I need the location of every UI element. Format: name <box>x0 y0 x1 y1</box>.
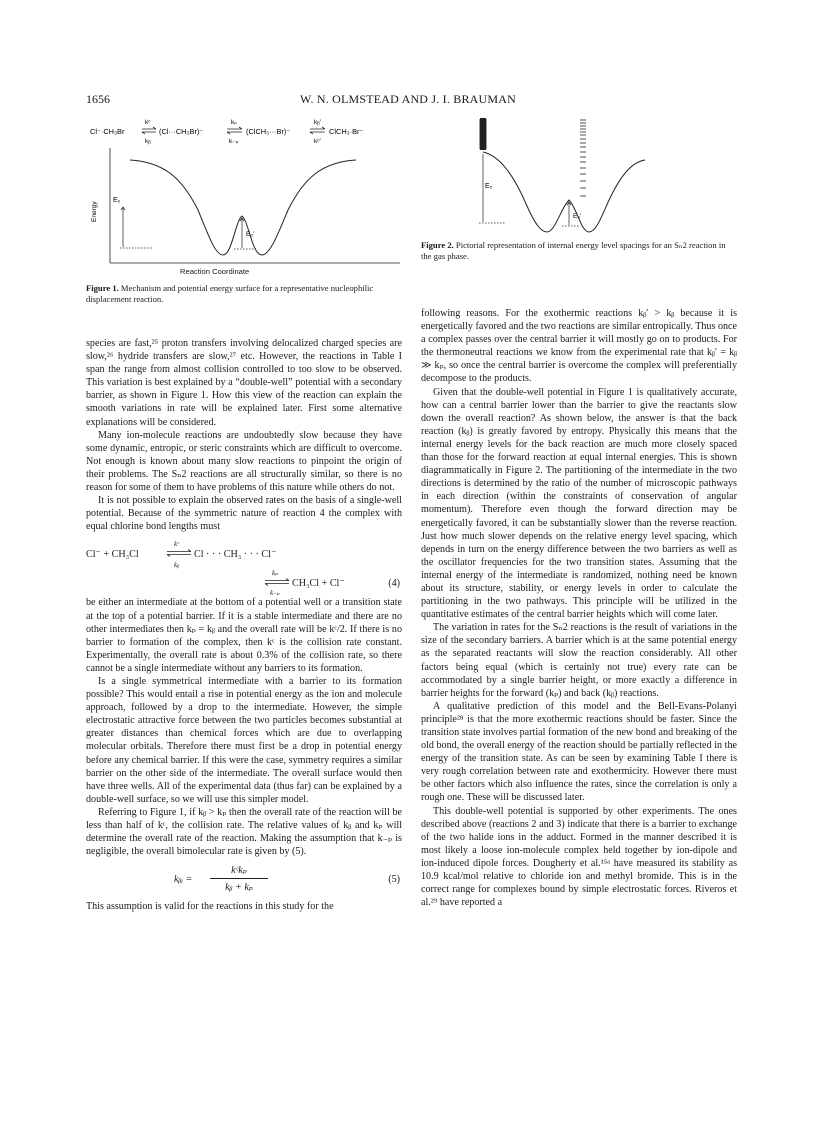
right-paragraph-3: The variation in rates for the Sₙ2 reactions is the result of variations in the size of the secondary barriers. A barrier which is at the same potential energy as the separated reactants will slow the reaction considerably. All other factors being equal (which is certainly not true) every rate can be accommodated by a single barrier height, or more exactly a difference in barrier heights for the forward (kₚ) and back (kᵦ) reactions. <box>421 622 737 699</box>
rate-label-kc: kᶜ <box>145 119 151 126</box>
figure-2-caption <box>421 240 737 261</box>
figure-1-caption-title: Figure 1. <box>86 283 119 293</box>
left-paragraph-5: Is a single symmetrical intermediate with a barrier to its formation possible? This would entail a rise in potential energy as the ion and molecule approach, followed by a drop to the intermediate. However, the simple electrostatic attractive force between the two particles becomes substantial at greater distances than chemical forces which are due to overlapping molecular orbitals. Therefore there must first be a drop in potential energy before any chemical barrier. If this were the case, symmetry requires a similar barrier on the other side of the intermediate. The overall surface would then have three wells. All of the experimental data (thus far) can be explained by a double-well surface, so we will use this simpler model. <box>86 675 402 805</box>
figure-1-x-axis-label: Reaction Coordinate <box>180 267 250 276</box>
left-paragraph-1: species are fast,²⁵ proton transfers involving delocalized charged species are slow,²⁶ hydride transfers are slow,²⁷ etc. However, the reactions in Table I span the range from almost collision controlled to too slow to be observed. This variation is best explained by a “double-well” potential with a secondary barrier, as shown in Figure 1. How this view of the reaction can explain the smooth variations in rate will be explained later. First some alternative explanations will be considered. <box>86 338 402 428</box>
eq4-equilibrium-arrow-1 <box>166 549 192 557</box>
eq5-numerator: kᶜkₚ <box>231 865 247 877</box>
eq4-products: CH₃Cl + Cl⁻ <box>292 578 345 590</box>
eq4-k-top-2: kₚ <box>272 569 278 578</box>
figure-2-e0-prime-label: E₀′ <box>573 213 582 220</box>
scheme-species-2: (Cl···CH₃Br)⁻ <box>159 127 204 136</box>
eq5-fraction-bar <box>210 878 268 879</box>
eq4-equilibrium-arrow-2 <box>264 578 290 586</box>
figure-2-e0-label: E₀ <box>485 183 493 190</box>
right-paragraph-1: following reasons. For the exothermic reactions kᵦ′ > kᵦ because it is energetically favored and the two reactions are similar entropically. Thus once a complex passes over the central barrier it will mostly go on to products. For the thermoneutral reactions we know from the experimental rate that kᵦ′ = kᵦ ≫ kₚ, so once the central barrier is overcome the complex will preferentially decompose to the products. <box>421 308 737 385</box>
equation-4 <box>86 536 402 598</box>
figure-2-caption-title: Figure 2. <box>421 240 454 250</box>
right-paragraph-5: This double-well potential is supported by other experiments. The ones described above (reactions 2 and 3) indicate that there is a barrier to exchange of the two halide ions in the adduct. Formed in the manner described it is most likely a loose ion-molecule complex held together by ion-dipole and ion-induced dipole forces. Dougherty et al.¹⁵ᵃ have measured its stability as 10.9 kcal/mol relative to chloride ion and methyl bromide. This is in the correct range for complexes bound by simple electrostatic forces. Riveros et al.²⁹ have reported a <box>421 805 737 909</box>
left-paragraph-3: It is not possible to explain the observed rates on the basis of a single-well potential. Because of the symmetric nature of reaction 4 the complex with equal chlorine bond lengths must <box>86 495 402 533</box>
eq5-denominator: kᵦ + kₚ <box>225 882 253 894</box>
potential-energy-curve <box>130 160 356 255</box>
rate-label-k-p: k₋ₚ <box>229 138 239 145</box>
e0-label: E₀ <box>113 197 121 204</box>
scheme-species-3: (ClCH₃···Br)⁻ <box>246 127 291 136</box>
sparse-energy-levels <box>580 120 586 196</box>
figure-1-caption <box>86 283 402 304</box>
eq5-number: (5) <box>388 874 400 886</box>
y-axis-label: Energy <box>91 201 98 222</box>
running-header-authors: W. N. OLMSTEAD AND J. I. BRAUMAN <box>300 92 516 106</box>
rate-label-kc-prime: kᶜ′ <box>314 138 321 145</box>
figure-2-potential-curve <box>483 152 645 232</box>
equation-5 <box>86 862 402 898</box>
left-paragraph-7: This assumption is valid for the reactions in this study for the <box>86 901 334 913</box>
eq4-k-bottom-2: k₋ₚ <box>270 589 280 598</box>
figure-1-energy-diagram <box>86 112 402 284</box>
eq4-number: (4) <box>388 578 400 590</box>
scheme-species-4: ClCH₃·Br⁻ <box>329 127 364 136</box>
figure-2-energy-level-diagram <box>421 112 737 238</box>
figure-2-caption-text: Pictorial representation of internal energy level spacings for an Sₙ2 reaction in the gas phase. <box>421 240 726 261</box>
left-paragraph-4: be either an intermediate at the bottom of a potential well or a transition state at the top of a potential barrier. If it is a stable intermediate and there are no other intermediates then kₚ = kᵦ and the overall rate will be kᶜ/2. If there is no barrier to formation of the complex, then kᶜ is the collision rate constant. Experimentally, the overall rate is about 0.3% of the collision rate, so there cannot be a single intermediate without any barriers to its formation. <box>86 597 402 674</box>
right-column <box>421 307 737 909</box>
page-number: 1656 <box>86 92 110 106</box>
rate-label-kb: kᵦ <box>145 138 151 145</box>
eq4-k-bottom-1: kᵦ <box>174 561 180 570</box>
eq5-lhs: kᵦᵢ = <box>174 874 193 886</box>
rate-label-kp: kₚ <box>231 119 238 126</box>
eq4-complex: Cl · · · CH₃ · · · Cl⁻ <box>194 549 277 561</box>
figure-1-caption-text: Mechanism and potential energy surface for a representative nucleophilic displacement reaction. <box>86 283 374 304</box>
left-column <box>86 337 402 913</box>
eq4-k-top-1: kᶜ <box>174 540 179 549</box>
e0-prime-label: E₀′ <box>246 231 255 238</box>
rate-label-kb-prime: kᵦ′ <box>314 119 321 126</box>
right-paragraph-4: A qualitative prediction of this model and the Bell-Evans-Polanyi principle²⁸ is that the more exothermic reactions should be faster. Since the transition state involves partial formation of the new bond and breaking of the old bond, the overall energy of the reaction should be partially reflected in the energy of the transition state. As can be seen by examining Table I there is very rough correlation between rate and exothermicity. However there must be other factors which also influence the rates, since the correlation is only a rough one. These will be discussed later. <box>421 700 737 804</box>
left-paragraph-6: Referring to Figure 1, if kᵦ > kₚ then the overall rate of the reaction will be less than half of kᶜ, the collision rate. The relative values of kᵦ and kₚ will determine the overall rate of the reaction. Making the assumption that k₋ₚ is negligible, the overall bimolecular rate is given by (5). <box>86 806 402 858</box>
scheme-species-1: Cl⁻·CH₃Br <box>90 127 125 136</box>
left-paragraph-2: Many ion-molecule reactions are undoubtedly slow because they have some dynamic, entropic, or steric constraints which are difficult to overcome. Not enough is known about many slow reactions to pinpoint the origin of their problems. The Sₙ2 reactions are all structurally similar, so there is no reason for some of them to have problems of this nature while others do not. <box>86 429 402 494</box>
right-paragraph-2: Given that the double-well potential in Figure 1 is qualitatively accurate, how can a central barrier lower than the barrier to give the reactants slow down the overall reaction? As shown below, the answer is that the back reaction (kᵦ) is greatly favored by entropy. Physically this means that the internal energy levels for the back reaction are much more closely spaced than those for the forward reaction at equal internal energies. This is shown diagrammatically in Figure 2. The partitioning of the intermediate in the two directions is determined by the ratio of the number of microscopic pathways in each direction (within the constraints of conservation of angular momentum). Therefore even though the forward direction may be energetically favored, it can be substantially slower than the reverse reaction. Just how much slower depends on the relative energy level spacing, which depends in turn on the energy difference between the two barriers as well as the oscillator frequencies for the two transition states. Assuming that the internal energy of the intermediate is randomized, nothing need be known about its structure, stability, or energy levels in order to calculate the partitioning in the two pathways. This principle will be utilized in the quantitative estimates of the central barrier heights which will come later. <box>421 386 737 621</box>
eq4-reactants: Cl⁻ + CH₃Cl <box>86 549 139 561</box>
